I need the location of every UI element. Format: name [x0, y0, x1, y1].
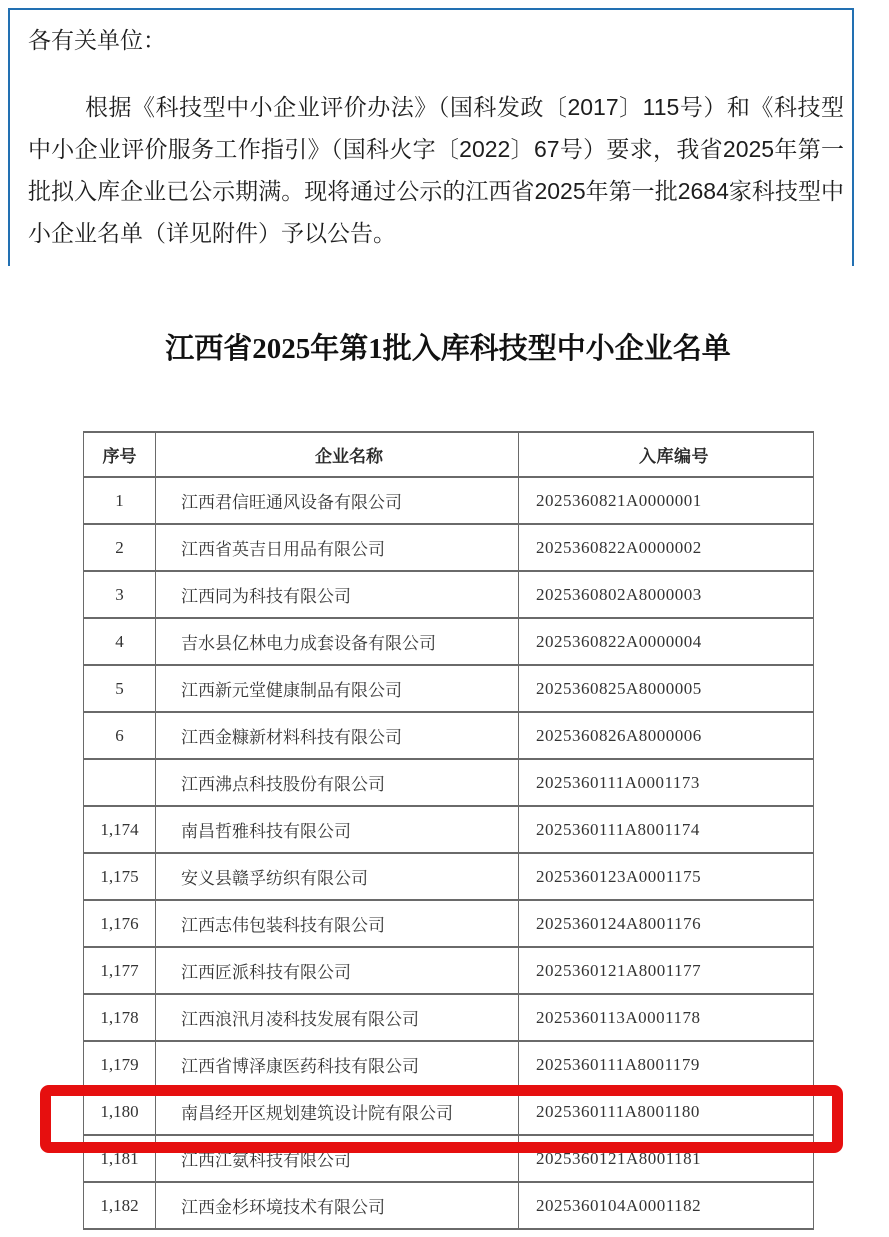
table-row: [84, 1135, 814, 1182]
company-table: [83, 431, 814, 1230]
company-name-cell: 江西沸点科技股份有限公司: [156, 759, 519, 806]
serial-cell: 1,175: [84, 853, 156, 900]
registration-code-cell: 2025360826A8000006: [519, 712, 814, 759]
header-serial: 序号: [84, 432, 156, 477]
registration-code-cell: 2025360121A8001177: [519, 947, 814, 994]
registration-code-cell: 2025360111A0001173: [519, 759, 814, 806]
header-company-name: 企业名称: [156, 432, 519, 477]
registration-code-cell: 2025360111A8001179: [519, 1041, 814, 1088]
serial-cell: 1,178: [84, 994, 156, 1041]
table-row: [84, 1041, 814, 1088]
company-name-cell: 江西君信旺通风设备有限公司: [156, 477, 519, 524]
registration-code-cell: 2025360825A8000005: [519, 665, 814, 712]
table-row: [84, 806, 814, 853]
company-name-cell: 江西浪汛月凌科技发展有限公司: [156, 994, 519, 1041]
registration-code-cell: 2025360104A0001182: [519, 1182, 814, 1229]
company-name-cell: 南昌哲雅科技有限公司: [156, 806, 519, 853]
table-row: [84, 947, 814, 994]
registration-code-cell: 2025360113A0001178: [519, 994, 814, 1041]
company-name-cell: 江西省博泽康医药科技有限公司: [156, 1041, 519, 1088]
table-row: [84, 900, 814, 947]
company-name-cell: 江西江氨科技有限公司: [156, 1135, 519, 1182]
company-name-cell: 吉水县亿林电力成套设备有限公司: [156, 618, 519, 665]
salutation-text: 各有关单位：: [28, 27, 166, 53]
company-name-cell: 江西新元堂健康制品有限公司: [156, 665, 519, 712]
serial-cell: 1,174: [84, 806, 156, 853]
table-row: [84, 618, 814, 665]
company-name-cell: 安义县赣孚纺织有限公司: [156, 853, 519, 900]
table-row-highlighted: [84, 1088, 814, 1135]
serial-cell: 4: [84, 618, 156, 665]
serial-cell: 1,180: [84, 1088, 156, 1135]
serial-cell: [84, 759, 156, 806]
registration-code-cell: 2025360822A0000002: [519, 524, 814, 571]
registration-code-cell: 2025360121A8001181: [519, 1135, 814, 1182]
serial-cell: 3: [84, 571, 156, 618]
table-row: [84, 665, 814, 712]
serial-cell: 6: [84, 712, 156, 759]
header-registration-code: 入库编号: [519, 432, 814, 477]
serial-cell: 2: [84, 524, 156, 571]
table-row: [84, 1182, 814, 1229]
serial-cell: 1,176: [84, 900, 156, 947]
registration-code-cell: 2025360821A0000001: [519, 477, 814, 524]
table-row: [84, 477, 814, 524]
registration-code-cell: 2025360123A0001175: [519, 853, 814, 900]
company-name-cell: 江西省英吉日用品有限公司: [156, 524, 519, 571]
serial-cell: 1,179: [84, 1041, 156, 1088]
company-name-cell: 江西金糠新材料科技有限公司: [156, 712, 519, 759]
company-name-cell: 江西金杉环境技术有限公司: [156, 1182, 519, 1229]
table-row: [84, 759, 814, 806]
serial-cell: 1,177: [84, 947, 156, 994]
table-row: [84, 571, 814, 618]
serial-cell: 5: [84, 665, 156, 712]
table-row: [84, 853, 814, 900]
company-name-cell: 江西志伟包装科技有限公司: [156, 900, 519, 947]
attachment-title: 江西省2025年第1批入库科技型中小企业名单: [165, 333, 731, 365]
company-table-wrap: [83, 431, 813, 1230]
serial-cell: 1,182: [84, 1182, 156, 1229]
table-row: [84, 994, 814, 1041]
notice-text-box: [8, 8, 854, 266]
company-table-body: [84, 477, 814, 1229]
registration-code-cell: 2025360124A8001176: [519, 900, 814, 947]
serial-cell: 1: [84, 477, 156, 524]
registration-code-cell: 2025360802A8000003: [519, 571, 814, 618]
registration-code-cell: 2025360111A8001174: [519, 806, 814, 853]
table-header-row: [84, 432, 814, 477]
registration-code-cell: 2025360111A8001180: [519, 1088, 814, 1135]
company-name-cell: 南昌经开区规划建筑设计院有限公司: [156, 1088, 519, 1135]
table-row: [84, 524, 814, 571]
registration-code-cell: 2025360822A0000004: [519, 618, 814, 665]
serial-cell: 1,181: [84, 1135, 156, 1182]
notice-body-text: 根据《科技型中小企业评价办法》（国科发政〔2017〕115号）和《科技型中小企业评价服务工作指引》（国科火字〔2022〕67号）要求，我省2025年第一批拟入库企业已公示期满。现将通过公示的江西省2025年第一批2684家科技型中小企业名单（详见附件）予以公告。: [28, 94, 844, 246]
table-row: [84, 712, 814, 759]
company-name-cell: 江西同为科技有限公司: [156, 571, 519, 618]
company-name-cell: 江西匠派科技有限公司: [156, 947, 519, 994]
